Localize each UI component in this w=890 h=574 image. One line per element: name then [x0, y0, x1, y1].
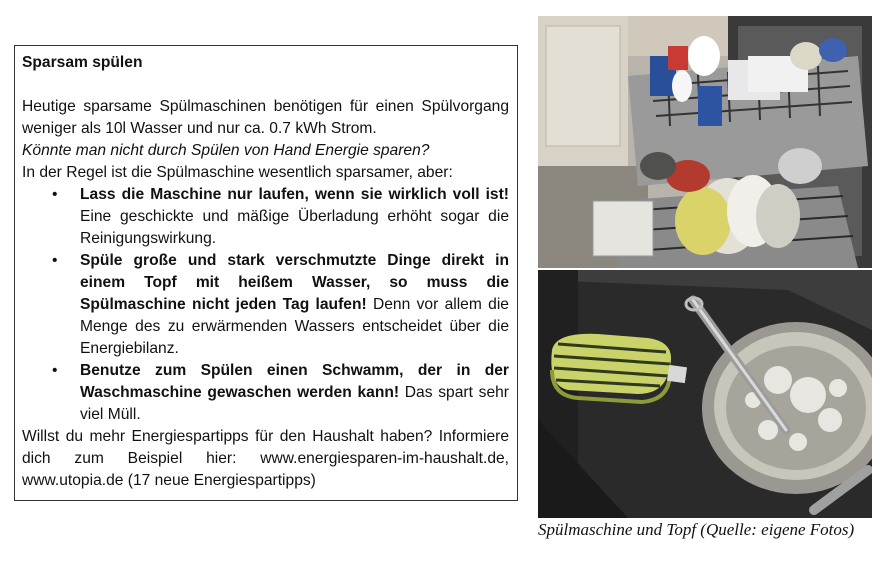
bullet-icon: • — [52, 362, 58, 379]
spacer — [22, 74, 509, 96]
tip-text: Das spart sehr viel Müll. — [80, 384, 509, 423]
tip-text: Eine geschickte und mäßige Überladung erhöht sogar die Reinigungswirkung. — [80, 208, 509, 247]
dishwasher-photo — [538, 16, 872, 268]
dishwasher-illustration — [538, 16, 872, 268]
pot-photo — [538, 270, 872, 518]
bullet-icon: • — [52, 186, 58, 203]
intro-paragraph: Heutige sparsame Spülmaschinen benötigen für einen Spülvorgang weniger als 10l Wasser und nur ca. 0.7 kWh Strom. — [22, 98, 509, 137]
tips-list — [22, 184, 509, 426]
question-line: Könnte man nicht durch Spülen von Hand Energie sparen? — [22, 142, 430, 159]
energy-tips-box — [14, 45, 518, 501]
photo-caption: Spülmaschine und Topf (Quelle: eigene Fotos) — [538, 520, 855, 539]
tip-text: Denn vor allem die Menge des zu erwärmenden Wassers entscheidet über die Energiebilanz. — [80, 296, 509, 357]
tip-item — [22, 250, 509, 360]
tip-bold: Spüle große und stark verschmutzte Dinge direkt in einem Topf mit heißem Wasser, so muss die Spülmaschine nicht jeden Tag laufen! — [80, 252, 509, 313]
tip-item — [22, 184, 509, 250]
rule-line: In der Regel ist die Spülmaschine wesentlich sparsamer, aber: — [22, 164, 453, 181]
tip-item — [22, 360, 509, 426]
box-title: Sparsam spülen — [22, 54, 143, 71]
tip-bold: Lass die Maschine nur laufen, wenn sie wirklich voll ist! — [80, 186, 509, 203]
outro-paragraph: Willst du mehr Energiespartipps für den Haushalt haben? Informiere dich zum Beispiel hier: www.energiesparen-im-haushalt.de, www.utopia.de (17 neue Energiespartipps) — [22, 428, 509, 489]
bullet-icon: • — [52, 252, 58, 269]
pot-sponge-illustration — [538, 270, 872, 518]
tip-bold: Benutze zum Spülen einen Schwamm, der in der Waschmaschine gewaschen werden kann! — [80, 362, 509, 401]
